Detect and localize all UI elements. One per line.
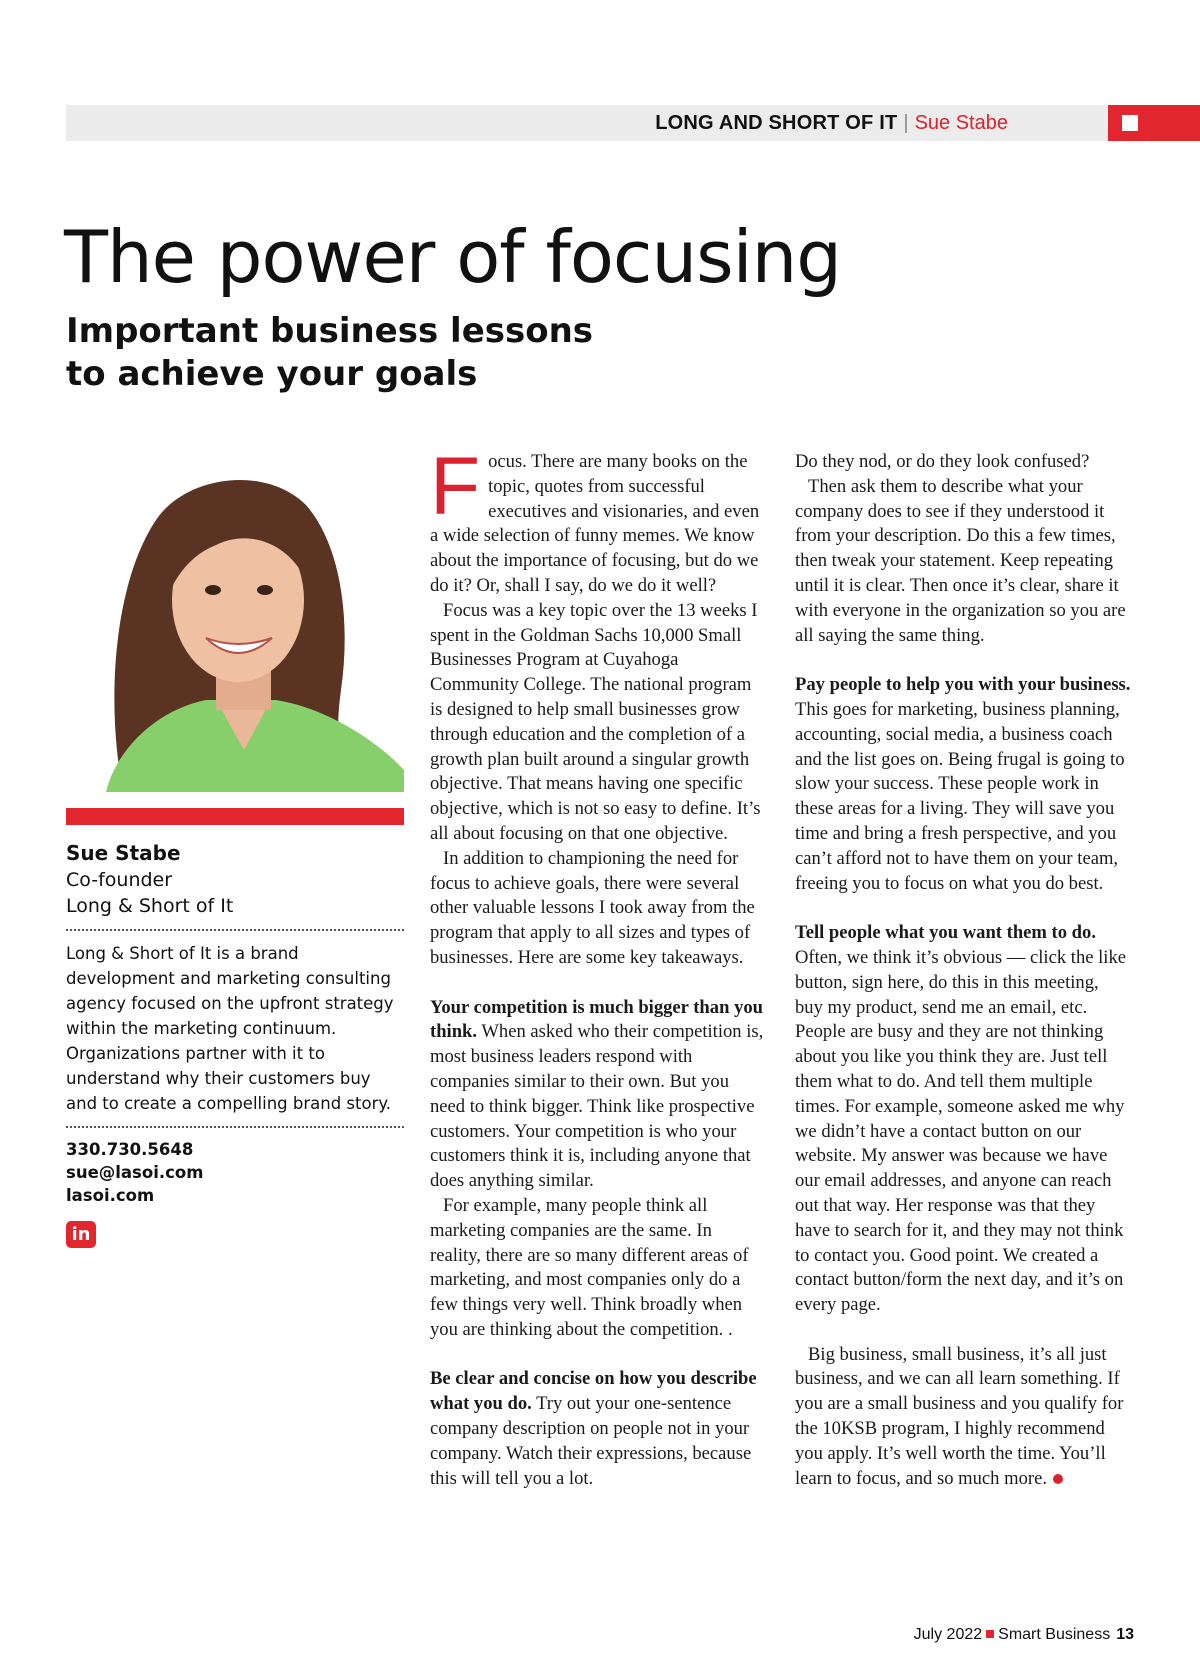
author-bio: Long & Short of It is a brand development and marketing consulting agency focused on the upfront strategy within the marketing continuum. Organizations partner with it to understand why their customers buy and to create a compelling brand story. <box>66 944 394 1113</box>
subhead: Be clear and concise on how you describe what you do. <box>430 1368 757 1415</box>
square-icon <box>1122 115 1138 131</box>
author-photo <box>66 450 404 792</box>
paragraph <box>430 441 766 599</box>
paragraph: Then ask them to describe what your company does to see if they understood it from your description. Do this a few times, then tweak your statement. Keep repeating until it is clear. Then once it’s clear, share it with everyone in the organization so you are all saying the same thing. <box>795 475 1126 646</box>
subhead: Pay people to help you with your business. <box>795 674 1131 696</box>
drop-cap: F <box>430 441 481 532</box>
paragraph <box>795 921 1131 1318</box>
header-separator: | <box>903 112 909 134</box>
divider <box>66 1126 404 1128</box>
subtitle-line-2: to achieve your goals <box>66 354 478 394</box>
paragraph <box>795 673 1131 896</box>
paragraph-text: Often, we think it’s obvious — click the like button, sign here, do this in this meeting, buy my product, send me an email, etc. People are busy and they are not thinking about you like you think they are. Just tell them what to do. And tell them multiple times. For example, someone asked me why we didn’t have a contact button on our website. My answer was because we have our email addresses, and anyone can reach out that way. Her response was that they have to search for it, and they may not think to contact you. Good point. We created a contact button/form the next day, and it’s on every page. <box>795 946 1127 1316</box>
author-box <box>66 840 404 1248</box>
header-red-tab <box>1108 105 1200 141</box>
divider <box>66 929 404 931</box>
paragraph: In addition to championing the need for focus to achieve goals, there were several other valuable lessons I took away from the program that apply to all sizes and types of businesses. Here are some key takeaways. <box>430 847 755 968</box>
subhead: Tell people what you want them to do. <box>795 922 1096 944</box>
issue-date: July 2022 <box>913 1626 983 1643</box>
page-title: The power of focusing <box>64 215 841 299</box>
paragraph: Do they nod, or do they look confused? <box>795 451 1090 472</box>
section-name: LONG AND SHORT OF IT <box>655 112 898 134</box>
header-author: Sue Stabe <box>914 112 1008 134</box>
paragraph <box>795 1343 1131 1492</box>
paragraph <box>430 1367 766 1491</box>
paragraph-text: This goes for marketing, business planning, accounting, social media, a business coach and the list goes on. Being frugal is going to slow your success. These people work in these areas for a living. They will save you time and bring a fresh perspective, and you can’t afford not to have them on your team, freeing you to focus on what you do best. <box>795 698 1125 894</box>
author-name: Sue Stabe <box>66 841 181 865</box>
author-role: Co-founder <box>66 869 173 891</box>
linkedin-icon[interactable]: in <box>66 1221 96 1248</box>
author-website[interactable]: lasoi.com <box>66 1186 155 1205</box>
subtitle <box>66 310 626 396</box>
paragraph-text: Big business, small business, it’s all just business, and we can all learn something. If you are a small business and you qualify for the 10KSB program, I highly recommend you apply. It’s well worth the time. You’ll learn to focus, and so much more. <box>795 1343 1124 1489</box>
subhead: Your competition is much bigger than you think. <box>430 996 763 1043</box>
subtitle-line-1: Important business lessons <box>66 311 594 351</box>
page-footer <box>914 1626 1134 1644</box>
square-icon <box>986 1630 994 1638</box>
author-email[interactable]: sue@lasoi.com <box>66 1163 204 1182</box>
body-column-1 <box>430 441 766 1491</box>
paragraph-text: When asked who their competition is, most business leaders respond with companies similar to their own. But you need to think bigger. Think like prospective customers. Your competition is who your customers think it is, including anyone that does anything similar. <box>430 1021 764 1192</box>
header-label <box>655 105 1008 141</box>
paragraph: Focus was a key topic over the 13 weeks I spent in the Goldman Sachs 10,000 Small Businesses Program at Cuyahoga Community College. The national program is designed to help small businesses grow through education and the completion of a growth plan built around a singular growth objective. That means having one specific objective, which is not so easy to define. It’s all about focusing on that one objective. <box>430 599 761 844</box>
paragraph <box>430 996 766 1194</box>
paragraph-text: Try out your one-sentence company description on people not in your company. Watch their expressions, because this will tell you a lot. <box>430 1393 752 1489</box>
author-red-bar <box>66 808 404 825</box>
header-bar <box>66 105 1110 141</box>
author-company: Long & Short of It <box>66 895 234 917</box>
end-mark-icon <box>1053 1474 1063 1484</box>
author-phone: 330.730.5648 <box>66 1140 194 1159</box>
publication-name: Smart Business <box>998 1626 1111 1643</box>
body-column-2 <box>795 450 1131 1491</box>
paragraph-text: ocus. There are many books on the topic, quotes from successful executives and visionaries, and even a wide selection of funny memes. We know about the importance of focusing, but do we do it? Or, shall I say, do we do it well? <box>430 451 760 596</box>
paragraph: For example, many people think all marketing companies are the same. In reality, there are so many different areas of marketing, and most companies only do a few things very well. Think broadly when you are thinking about the competition. . <box>430 1194 749 1340</box>
page-number: 13 <box>1116 1626 1134 1643</box>
